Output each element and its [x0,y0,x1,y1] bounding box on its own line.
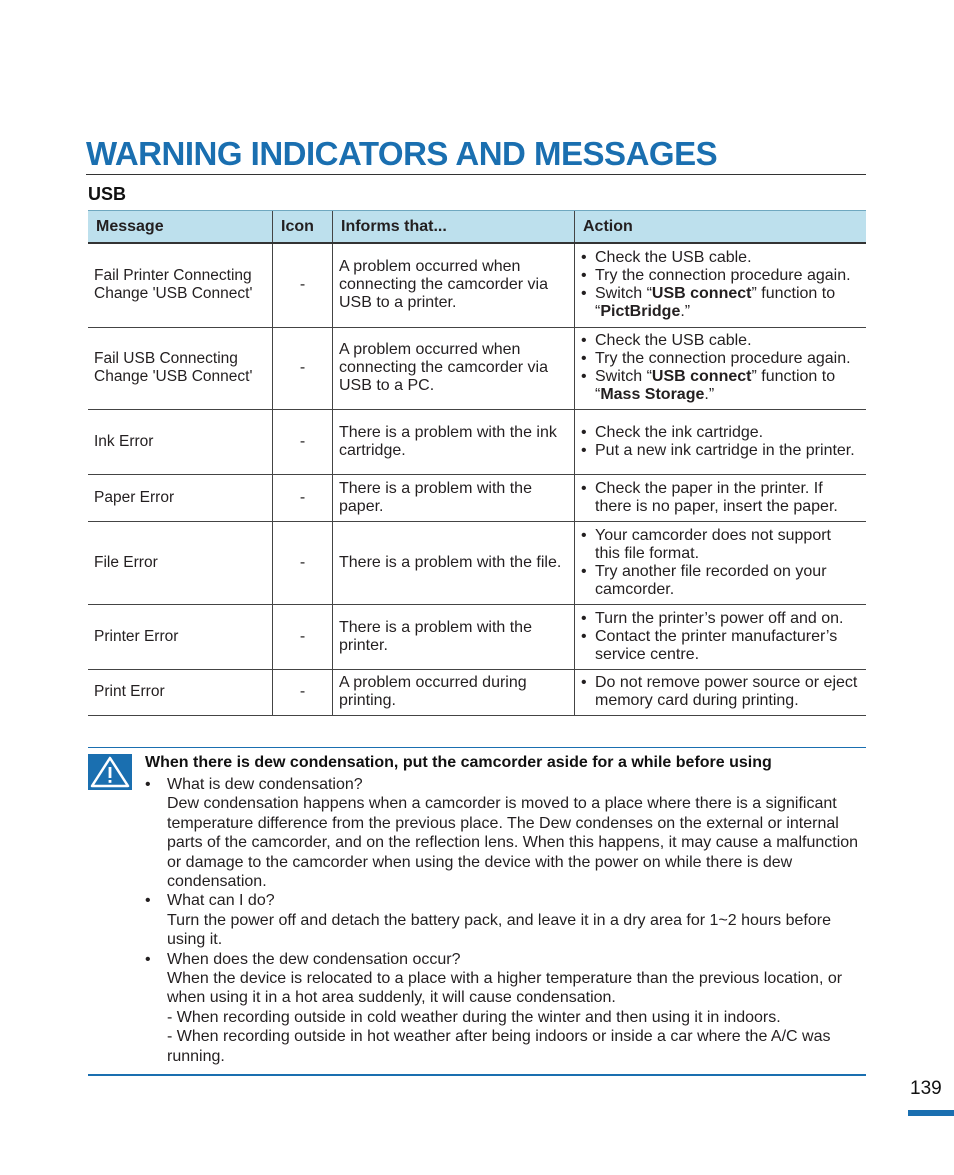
table-row [88,409,866,474]
cell-message [88,243,273,327]
message-line: Ink Error [94,432,154,450]
warning-item [145,950,869,1066]
action-item: • Your camcorder does not support this file format. [581,527,860,563]
section-heading-usb: USB [88,184,127,204]
header-message: Message [88,211,273,244]
action-item: • Switch “USB connect” function to “Mass Storage.” [581,368,860,404]
cell-informs: A problem occurred when connecting the camcorder via USB to a printer. [333,243,575,327]
table-row [88,474,866,521]
cell-icon: - [273,669,333,715]
header-informs: Informs that... [333,211,575,244]
cell-icon: - [273,521,333,604]
table-row [88,669,866,715]
cell-message [88,521,273,604]
warning-answer: Dew condensation happens when a camcorder is moved to a place where there is a significant temperature difference from the previous place. The Dew condenses on the external or internal parts of the camcorder, and on the reflection lens. When this happens, it may cause a malfunction or damage to the camcorder when using the device with the power on while there is dew condensation. [167,795,859,891]
header-action: Action [575,211,867,244]
message-line: Printer Error [94,627,179,645]
message-line: Change 'USB Connect' [94,285,253,303]
cell-action [575,243,867,327]
table-row [88,243,866,327]
page-number-bar [908,1110,954,1116]
cell-icon: - [273,409,333,474]
warning-answer: Turn the power off and detach the battery pack, and leave it in a dry area for 1~2 hours before using it. [167,911,831,949]
warning-triangle-icon [88,754,132,790]
action-item: • Turn the printer’s power off and on. [581,610,860,628]
cell-icon: - [273,474,333,521]
action-item: • Check the ink cartridge. [581,424,860,442]
cell-icon: - [273,327,333,409]
cell-action [575,327,867,409]
dew-condensation-warning [88,747,866,1076]
action-list [581,249,860,321]
cell-action [575,521,867,604]
action-item: • Check the USB cable. [581,332,860,350]
table-row [88,327,866,409]
cell-informs: A problem occurred when connecting the camcorder via USB to a PC. [333,327,575,409]
cell-icon: - [273,243,333,327]
cell-action [575,669,867,715]
warning-answer: When the device is relocated to a place with a higher temperature than the previous location, or when using it in a hot area suddenly, it will cause condensation. [167,970,843,1007]
warning-item [145,891,869,949]
table-row [88,521,866,604]
action-item: • Try the connection procedure again. [581,267,860,285]
warning-title: When there is dew condensation, put the camcorder aside for a while before using [145,754,772,771]
action-item: • Put a new ink cartridge in the printer. [581,442,860,460]
page-number: 139 [910,1078,942,1099]
cell-message [88,474,273,521]
message-line: Fail USB Connecting [94,350,238,367]
warning-question: • What is dew condensation? [167,776,363,793]
cell-informs: There is a problem with the printer. [333,604,575,669]
table-header-row [88,211,866,244]
action-list [581,332,860,404]
header-icon: Icon [273,211,333,244]
cell-message [88,409,273,474]
action-item: • Check the USB cable. [581,249,860,267]
action-list [581,424,860,460]
table-row [88,604,866,669]
message-line: Print Error [94,683,165,700]
action-list [581,480,860,516]
cell-message [88,327,273,409]
cell-message [88,669,273,715]
message-line: Change 'USB Connect' [94,368,253,385]
action-item: • Switch “USB connect” function to “PictBridge.” [581,285,860,321]
action-item: • Check the paper in the printer. If there is no paper, insert the paper. [581,480,860,516]
action-list [581,610,860,664]
action-item: • Contact the printer manufacturer’s service centre. [581,628,860,664]
message-line: Paper Error [94,488,175,506]
action-item: • Do not remove power source or eject memory card during printing. [581,674,860,710]
warning-question: • When does the dew condensation occur? [167,950,461,968]
action-list [581,527,860,599]
cell-informs: A problem occurred during printing. [333,669,575,715]
page-title: WARNING INDICATORS AND MESSAGES [86,134,866,175]
cell-action [575,409,867,474]
cell-message [88,604,273,669]
message-line: File Error [94,553,158,571]
warning-item [145,775,869,891]
warning-question: • What can I do? [167,892,275,910]
cell-action [575,604,867,669]
warning-answer: - When recording outside in hot weather after being indoors or inside a car where the A/C was running. [167,1028,831,1065]
action-item: • Try the connection procedure again. [581,350,860,368]
cell-action [575,474,867,521]
cell-informs: There is a problem with the paper. [333,474,575,521]
action-list [581,674,860,710]
warning-answer: - When recording outside in cold weather during the winter and then using it in indoors. [167,1008,781,1026]
action-item: • Try another file recorded on your camcorder. [581,563,860,599]
cell-icon: - [273,604,333,669]
cell-informs: There is a problem with the file. [333,521,575,604]
cell-informs: There is a problem with the ink cartridge. [333,409,575,474]
warning-list [145,775,869,1066]
usb-messages-table [88,210,866,716]
message-line: Fail Printer Connecting [94,267,252,285]
